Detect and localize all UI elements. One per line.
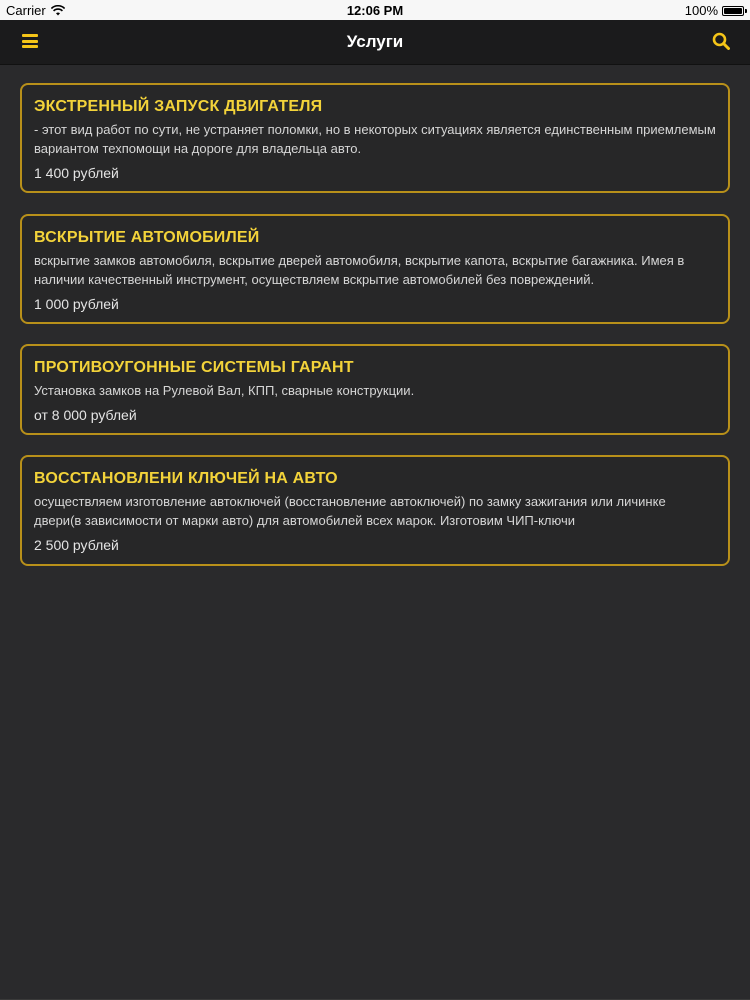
service-description: - этот вид работ по сути, не устраняет поломки, но в некоторых ситуациях является единственным приемлемым вариантом техпомощи на дороге для владельца авто. [34, 122, 716, 156]
service-description: вскрытие замков автомобиля, вскрытие дверей автомобиля, вскрытие капота, вскрытие багажника. Имея в наличии качественный инструмент, осуществляем вскрытие автомобилей без повреждений. [34, 253, 685, 287]
service-price: 1 000 рублей [34, 296, 119, 312]
service-title: ВСКРЫТИЕ АВТОМОБИЛЕЙ [34, 229, 260, 246]
service-card-anti-theft[interactable] [20, 344, 730, 435]
service-price: 1 400 рублей [34, 165, 119, 181]
service-card-engine-start[interactable] [20, 83, 730, 193]
search-icon[interactable] [712, 32, 730, 50]
service-title: ВОССТАНОВЛЕНИ КЛЮЧЕЙ НА АВТО [34, 470, 338, 487]
battery-percent: 100% [684, 3, 718, 18]
battery-indicator [685, 3, 744, 18]
navigation-bar [0, 20, 750, 65]
battery-icon [722, 6, 744, 16]
service-title: ПРОТИВОУГОННЫЕ СИСТЕМЫ ГАРАНТ [34, 359, 354, 376]
service-card-car-opening[interactable] [20, 214, 730, 324]
service-card-key-restoration[interactable] [20, 455, 730, 566]
service-title: ЭКСТРЕННЫЙ ЗАПУСК ДВИГАТЕЛЯ [34, 98, 323, 115]
status-time: 12:06 PM [346, 3, 404, 18]
service-price: 2 500 рублей [34, 537, 119, 553]
service-description: осуществляем изготовление автоключей (восстановление автоключей) по замку зажигания или личинке двери(в зависимости от марки авто) для автомобилей всех марок. Изготовим ЧИП-ключи [34, 494, 666, 528]
status-bar [0, 0, 750, 20]
service-description: Установка замков на Рулевой Вал, КПП, сварные конструкции. [34, 383, 415, 398]
carrier-label: Carrier [6, 3, 46, 18]
page-title: Услуги [346, 32, 404, 51]
service-price: от 8 000 рублей [34, 407, 137, 423]
